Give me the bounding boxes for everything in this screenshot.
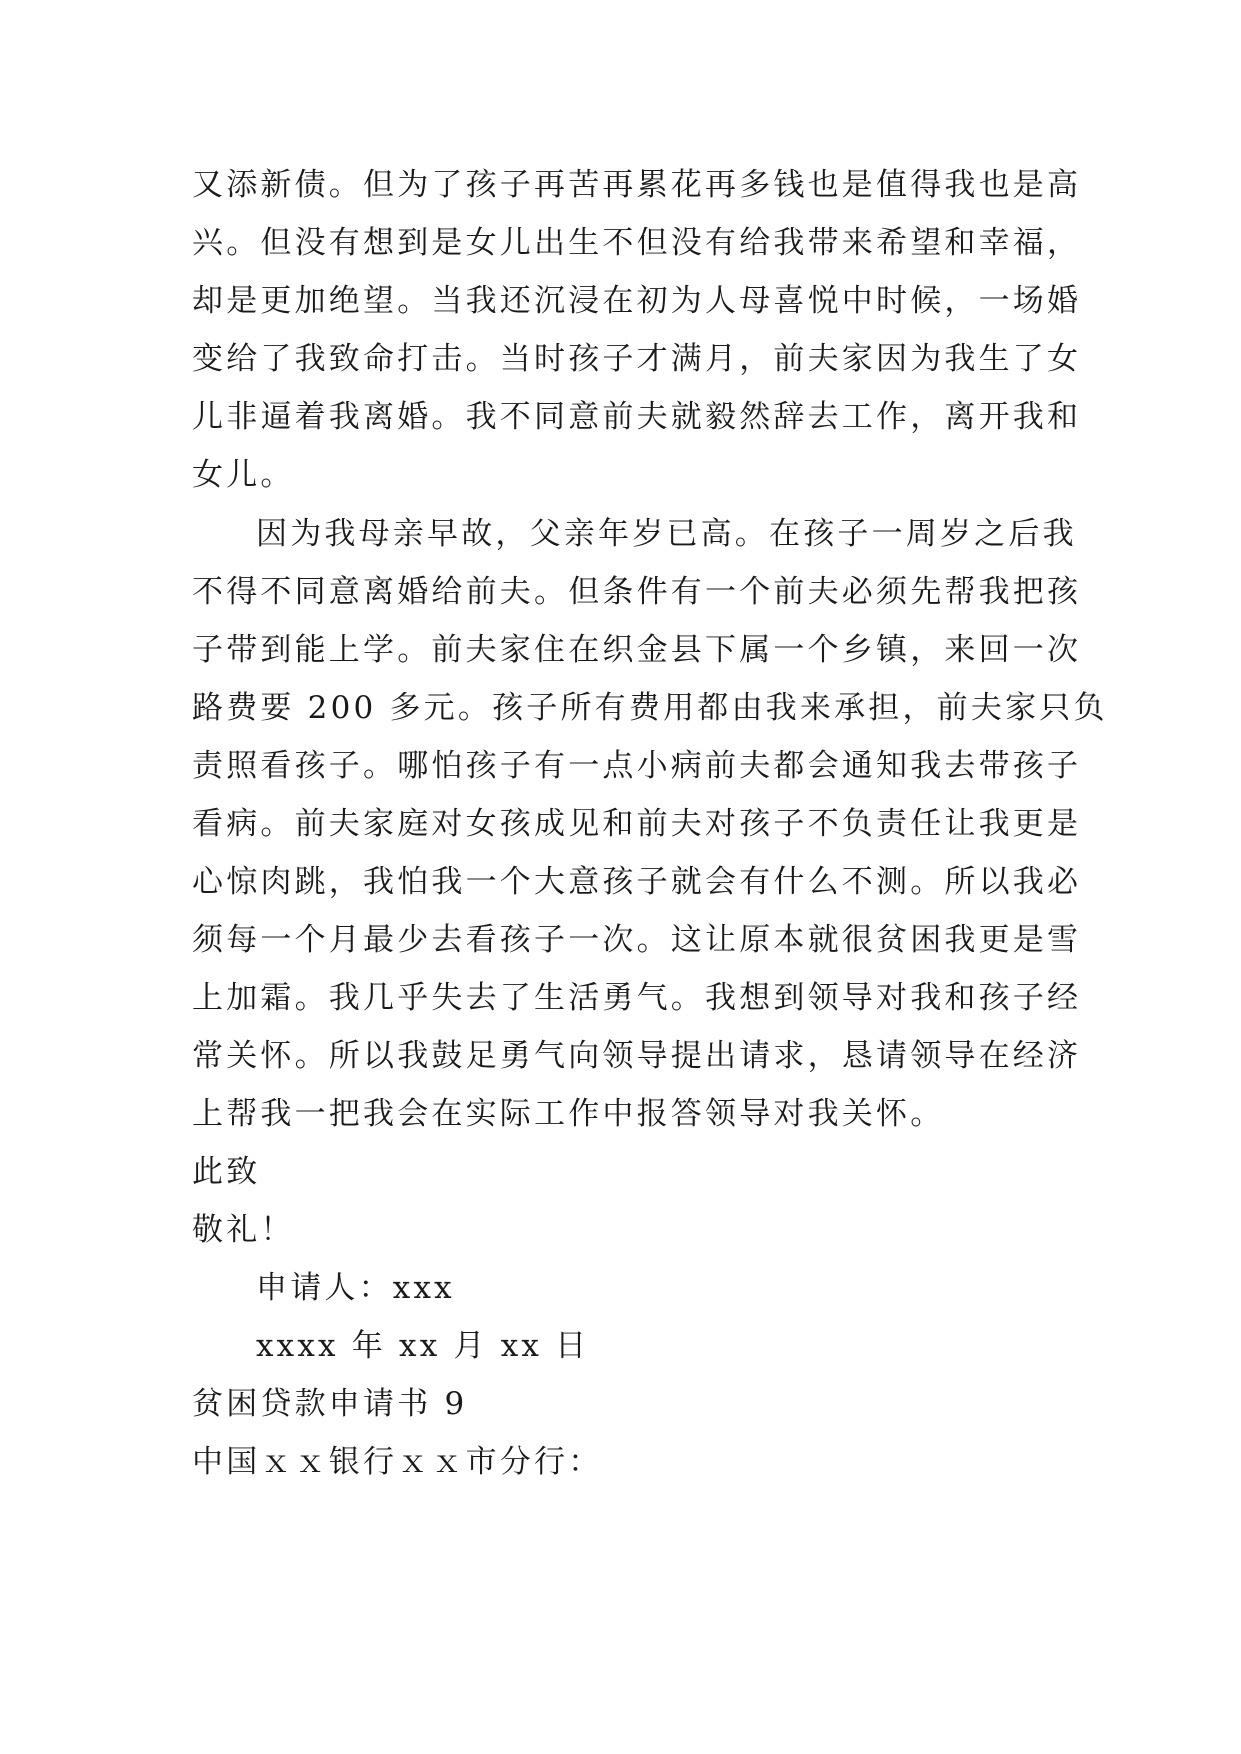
- applicant-signature: 申请人：xxx: [256, 1270, 455, 1306]
- paragraph-2-line-10: 常关怀。所以我鼓足勇气向领导提出请求，恳请领导在经济: [192, 1038, 1082, 1074]
- paragraph-2-line-11: 上帮我一把我会在实际工作中报答领导对我关怀。: [192, 1096, 945, 1132]
- paragraph-1-line-6: 女儿。: [192, 457, 295, 493]
- paragraph-1-line-2: 兴。但没有想到是女儿出生不但没有给我带来希望和幸福，: [192, 225, 1082, 261]
- paragraph-2-line-9: 上加霜。我几乎失去了生活勇气。我想到领导对我和孩子经: [192, 980, 1082, 1016]
- paragraph-1-line-5: 儿非逼着我离婚。我不同意前夫就毅然辞去工作，离开我和: [192, 399, 1082, 435]
- paragraph-2-line-4: 路费要 200 多元。孩子所有费用都由我来承担，前夫家只负: [192, 690, 1108, 726]
- paragraph-2-line-8: 须每一个月最少去看孩子一次。这让原本就很贫困我更是雪: [192, 922, 1082, 958]
- paragraph-1-line-4: 变给了我致命打击。当时孩子才满月，前夫家因为我生了女: [192, 341, 1082, 377]
- paragraph-2-line-5: 责照看孩子。哪怕孩子有一点小病前夫都会通知我去带孩子: [192, 748, 1082, 784]
- closing-greeting: 此致: [192, 1154, 261, 1190]
- paragraph-2-line-7: 心惊肉跳，我怕我一个大意孩子就会有什么不测。所以我必: [192, 864, 1082, 900]
- paragraph-2-line-3: 子带到能上学。前夫家住在织金县下属一个乡镇，来回一次: [192, 632, 1082, 668]
- next-letter-title: 贫困贷款申请书 9: [192, 1386, 468, 1422]
- paragraph-1-line-1: 又添新债。但为了孩子再苦再累花再多钱也是值得我也是高: [192, 167, 1082, 203]
- paragraph-2-line-1: 因为我母亲早故，父亲年岁已高。在孩子一周岁之后我: [256, 516, 1077, 552]
- next-letter-salutation: 中国ｘｘ银行ｘｘ市分行：: [192, 1444, 603, 1480]
- paragraph-2-line-6: 看病。前夫家庭对女孩成见和前夫对孩子不负责任让我更是: [192, 806, 1082, 842]
- paragraph-1-line-3: 却是更加绝望。当我还沉浸在初为人母喜悦中时候，一场婚: [192, 283, 1082, 319]
- paragraph-2-line-2: 不得不同意离婚给前夫。但条件有一个前夫必须先帮我把孩: [192, 574, 1082, 610]
- signature-date: xxxx 年 xx 月 xx 日: [256, 1328, 590, 1364]
- closing-salute: 敬礼！: [192, 1212, 295, 1248]
